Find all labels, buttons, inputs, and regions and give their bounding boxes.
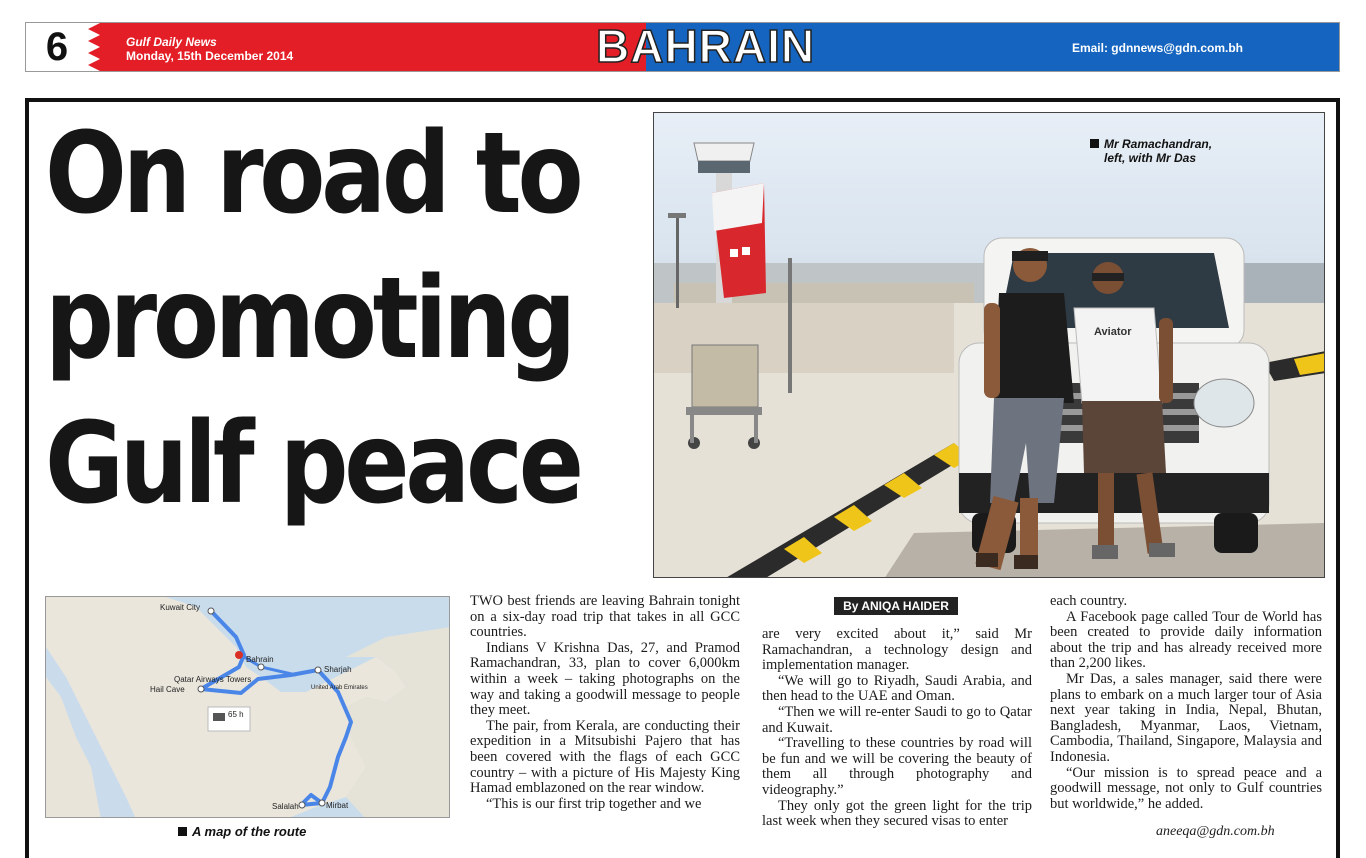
map-label-duration: 65 h [228,710,244,719]
paragraph: “Our mission is to spread peace and a goodwill message, not only to Gulf countries but worldwide,” he added. [1050,764,1322,812]
svg-text:Aviator: Aviator [1094,326,1132,338]
headline-line: On road to [45,109,580,239]
paragraph: are very excited about it,” said Mr Ramachandran, a technology design and implementation manager. [762,626,1032,674]
photo-caption [1090,137,1212,165]
map-caption [178,824,306,839]
paragraph: “Then we will re-enter Saudi to go to Qatar and Kuwait. [762,703,1032,736]
caption-text: A map of the route [192,824,307,839]
map-label-qatar: Qatar Airways Towers [174,675,252,684]
map-label-sharjah: Sharjah [324,665,352,674]
paragraph: each country. [1050,593,1128,609]
map-label-bahrain: Bahrain [246,655,274,664]
article-column-1 [470,594,740,812]
photo-caption-line [1090,137,1212,151]
map-label-mirbat: Mirbat [326,801,349,810]
paragraph: The pair, from Kerala, are conducting their expedition in a Mitsubishi Pajero that has been covered with the flags of each GCC country – with a picture of His Majesty King Hamad emblazoned on the rear window. [470,717,740,797]
map-label-uae: United Arab Emirates [311,685,368,691]
publication-name: Gulf Daily News [126,35,217,49]
photo-illustration [654,113,1325,578]
publication-date: Monday, 15th December 2014 [126,49,294,63]
paragraph: “We will go to Riyadh, Saudi Arabia, and then head to the UAE and Oman. [762,672,1032,705]
paragraph: They only got the green light for the trip last week when they secured visas to enter [762,797,1032,830]
page-header [25,22,1340,72]
paragraph: Indians V Krishna Das, 27, and Pramod Ramachandran, 33, plan to cover 6,000km within a week – taking photographs on the way and taking a goodwill message to people they meet. [470,639,740,719]
header-email: Email: gdnnews@gdn.com.bh [1071,41,1243,55]
caption-square-icon [178,827,187,836]
bahrain-flag-serration [88,23,102,71]
headline [45,102,578,537]
paragraph: Mr Das, a sales manager, said there were plans to embark on a much larger tour of Asia next year taking in India, Nepal, Bhutan, Bangladesh, Myanmar, Laos, Vietnam, Cambodia, Thailand, Singapore, Malaysia and Indonesia. [1050,670,1322,765]
headline-line: Gulf peace [45,399,580,529]
paragraph: A Facebook page called Tour de World has been created to provide daily information about the trip and has already received more than 2,200 likes. [1050,608,1322,672]
map-label-salalah: Salalah [272,802,299,811]
photo-caption-line: left, with Mr Das [1104,151,1197,165]
map-label-hail: Hail Cave [150,685,185,694]
paragraph: “Travelling to these countries by road will be fun and we will be covering the beauty of them all through photography and videography.” [762,735,1032,798]
route-map [45,596,450,818]
route-map-drawing [46,597,450,818]
paragraph: “This is our first trip together and we [486,795,702,812]
headline-line: promoting [45,254,573,384]
caption-text: Mr Ramachandran, [1104,137,1213,151]
section-title: BAHRAIN [596,20,816,72]
author-email: aneeqa@gdn.com.bh [1156,824,1275,839]
page-number: 6 [45,25,69,69]
caption-square-icon [1090,139,1099,148]
map-label-kuwait: Kuwait City [160,603,201,612]
article-column-2 [762,627,1032,830]
paragraph: TWO best friends are leaving Bahrain tonight on a six-day road trip that takes in all GCC countries. [470,593,740,641]
article-column-3 [1050,594,1322,812]
article-photo [653,112,1325,578]
byline: By ANIQA HAIDER [834,597,958,615]
